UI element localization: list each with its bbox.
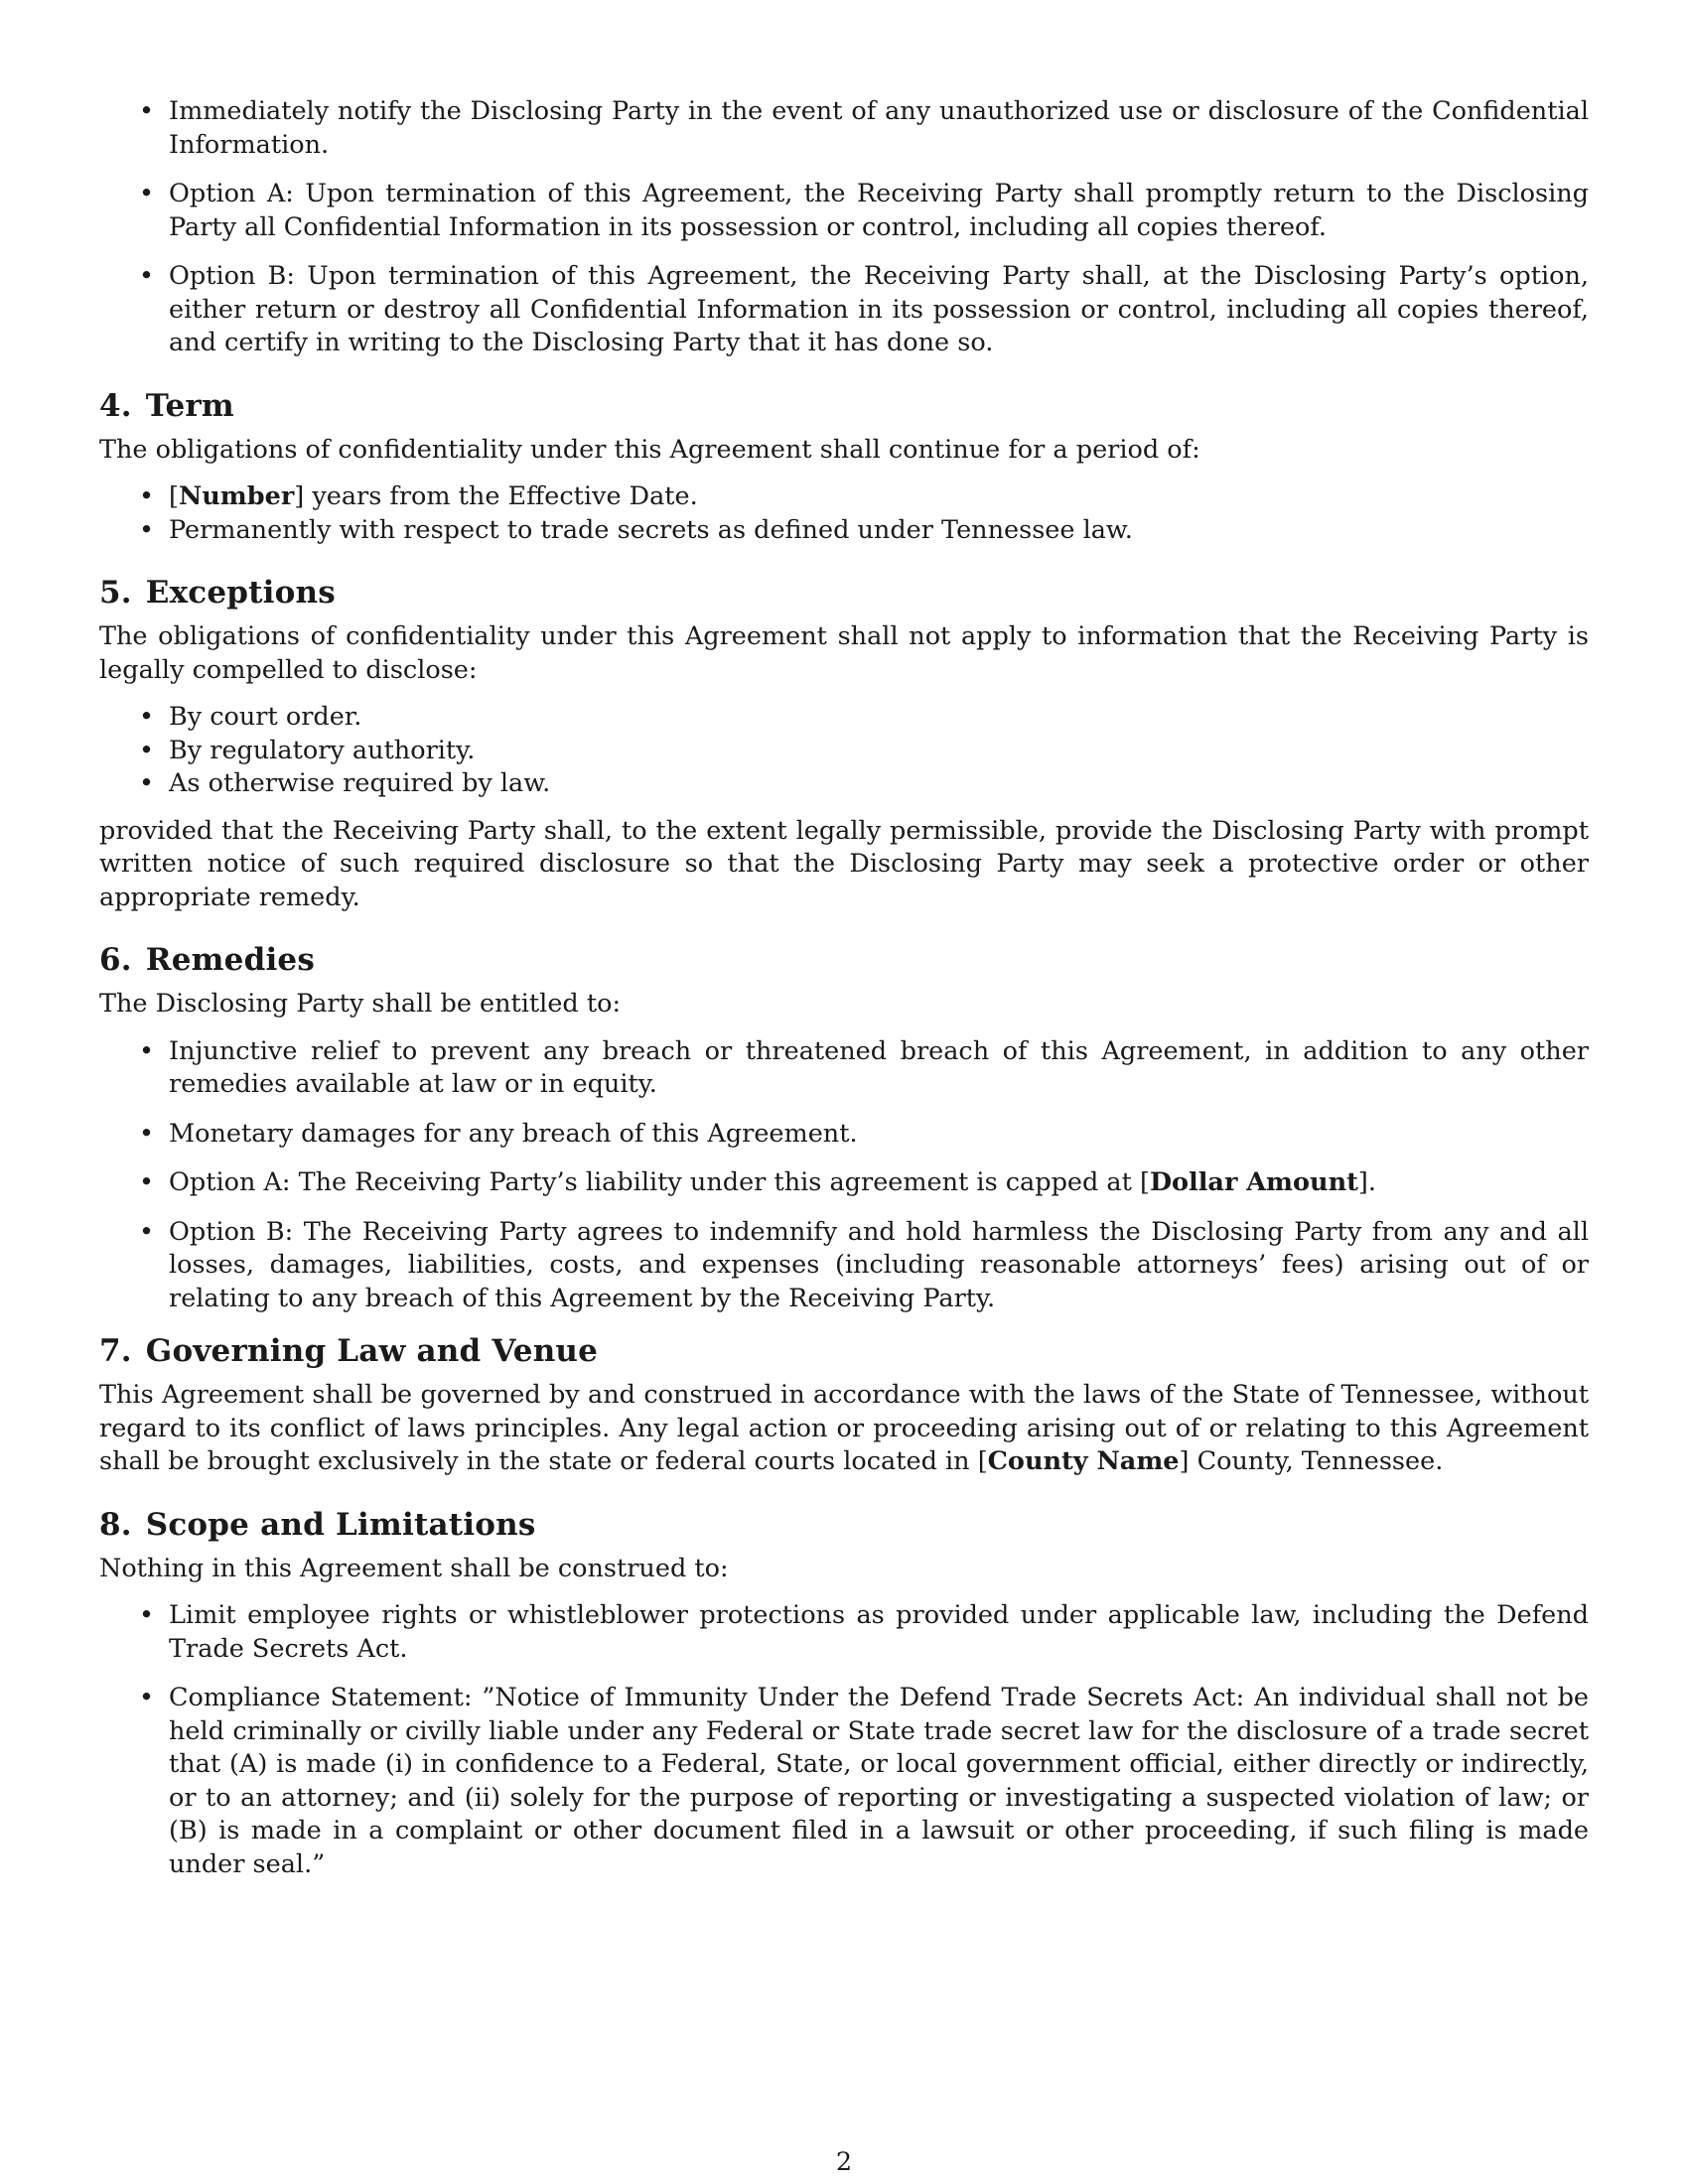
term-list bbox=[99, 480, 1589, 547]
remedies-intro: The Disclosing Party shall be entitled to: bbox=[99, 989, 622, 1019]
list-item: • [Number] years from the Effective Date. bbox=[99, 480, 1589, 514]
list-item: • Permanently with respect to trade secrets as defined under Tennessee law. bbox=[99, 514, 1589, 548]
exceptions-intro: The obligations of confidentiality under this Agreement shall not apply to information that the Receiving Party is legally compelled to disclose: bbox=[99, 621, 1589, 685]
scope-list bbox=[99, 1599, 1589, 1881]
page-number: 2 bbox=[835, 2147, 853, 2177]
list-item: • Monetary damages for any breach of this Agreement. bbox=[99, 1118, 1589, 1152]
list-item: • By regulatory authority. bbox=[99, 735, 1589, 768]
list-item: • Injunctive relief to prevent any breach or threatened breach of this Agreement, in addition to any other remedies available at law or in equity. bbox=[99, 1035, 1589, 1102]
list-item: • As otherwise required by law. bbox=[99, 767, 1589, 801]
exceptions-list bbox=[99, 701, 1589, 801]
scope-intro: Nothing in this Agreement shall be construed to: bbox=[99, 1553, 729, 1583]
list-item: • Immediately notify the Disclosing Party in the event of any unauthorized use or disclosure of the Confidential Information. bbox=[99, 95, 1589, 162]
list-item: • Option B: The Receiving Party agrees to indemnify and hold harmless the Disclosing Party from any and all losses, damages, liabilities, costs, and expenses (including reasonable attorneys’ fees) arising out of or relating to any breach of this Agreement by the Receiving Party. bbox=[99, 1216, 1589, 1316]
section-heading-remedies: 6. Remedies bbox=[99, 942, 316, 978]
document-page bbox=[99, 95, 1589, 1897]
section-heading-term: 4. Term bbox=[99, 387, 234, 424]
confidentiality-obligations-list bbox=[99, 95, 1589, 360]
remedies-list bbox=[99, 1035, 1589, 1316]
exceptions-outro: provided that the Receiving Party shall, to the extent legally permissible, provide the Disclosing Party with prompt written notice of such required disclosure so that the Disclosing Party may seek a protective order or other appropriate remedy. bbox=[99, 815, 1589, 912]
section-heading-governing-law: 7. Governing Law and Venue bbox=[99, 1333, 599, 1369]
county-name-placeholder: County Name bbox=[987, 1446, 1180, 1476]
section-heading-scope: 8. Scope and Limitations bbox=[99, 1506, 536, 1543]
dollar-amount-placeholder: Dollar Amount bbox=[1149, 1167, 1358, 1197]
list-item: • Option B: Upon termination of this Agreement, the Receiving Party shall, at the Disclosing Party’s option, either return or destroy all Confidential Information in its possession or control, including all copies thereof, and certify in writing to the Disclosing Party that it has done so. bbox=[99, 260, 1589, 360]
governing-law-text: This Agreement shall be governed by and construed in accordance with the laws of the State of Tennessee, without regard to its conflict of laws principles. Any legal action or proceeding arising out of or relating to this Agreement shall be brought exclusively in the state or federal courts located in [County Name] County, Tennessee. bbox=[99, 1380, 1589, 1476]
list-item: • Option A: The Receiving Party’s liability under this agreement is capped at [Dollar Amount]. bbox=[99, 1166, 1589, 1200]
list-item: • Limit employee rights or whistleblower protections as provided under applicable law, including the Defend Trade Secrets Act. bbox=[99, 1599, 1589, 1666]
section-heading-exceptions: 5. Exceptions bbox=[99, 575, 336, 611]
list-item: • Compliance Statement: ”Notice of Immunity Under the Defend Trade Secrets Act: An individual shall not be held criminally or civilly liable under any Federal or State trade secret law for the disclosure of a trade secret that (A) is made (i) in confidence to a Federal, State, or local government official, either directly or indirectly, or to an attorney; and (ii) solely for the purpose of reporting or investigating a suspected violation of law; or (B) is made in a complaint or other document filed in a lawsuit or other proceeding, if such filing is made under seal.” bbox=[99, 1682, 1589, 1881]
list-item: • Option A: Upon termination of this Agreement, the Receiving Party shall promptly return to the Disclosing Party all Confidential Information in its possession or control, including all copies thereof. bbox=[99, 178, 1589, 244]
term-intro: The obligations of confidentiality under this Agreement shall continue for a period of: bbox=[99, 434, 1200, 465]
number-placeholder: Number bbox=[178, 481, 295, 511]
list-item: • By court order. bbox=[99, 701, 1589, 735]
